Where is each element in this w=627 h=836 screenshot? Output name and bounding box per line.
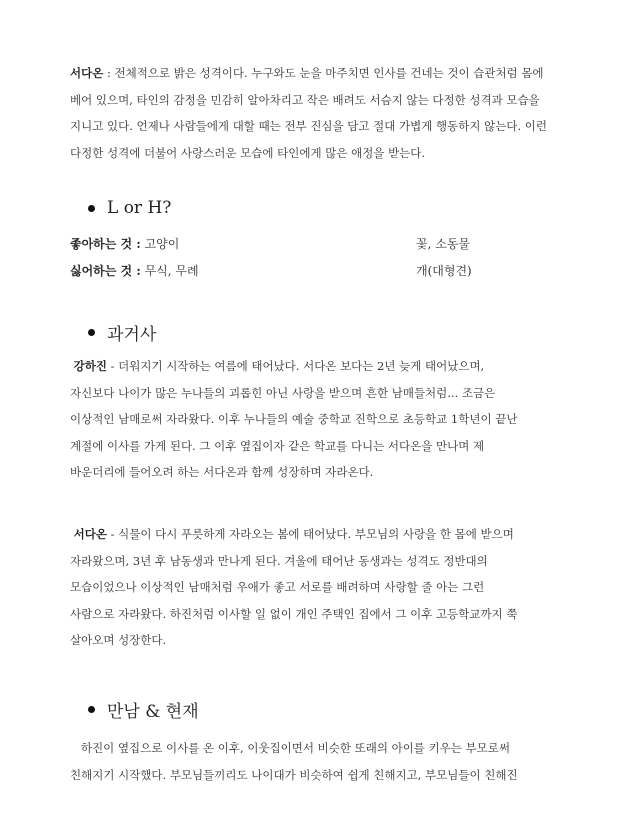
past-line: 모습이었으나 이상적인 남매처럼 우애가 좋고 서로를 배려하며 사랑할 줄 아는 그런 (70, 580, 485, 594)
bullet-icon (88, 706, 95, 713)
dislikes-row (70, 262, 550, 279)
intro-text: 전체적으로 밝은 성격이다. 누구와도 눈을 마주치면 인사를 건네는 것이 습관처럼 몸에 (114, 66, 544, 80)
likes-value-2: 꽃, 소동물 (416, 237, 470, 251)
past-line: 자라왔으며, 3년 후 남동생과 만나게 된다. 겨울에 태어난 동생과는 성격도 정반대의 (70, 553, 488, 568)
past-line (70, 521, 560, 548)
bullet-icon (88, 205, 95, 212)
meet-line: 친해지기 시작했다. 부모님들끼리도 나이대가 비슷하여 쉽게 친해지고, 부모님들이 친해진 (70, 767, 518, 782)
section-heading-lh (88, 198, 171, 218)
past-paragraph-daon (70, 521, 560, 654)
meet-paragraph (70, 735, 550, 788)
meet-line: 하진이 옆집으로 이사를 온 이후, 이웃집이면서 비슷한 또래의 아이를 키우는 부모로써 (70, 741, 510, 755)
likes-row (70, 235, 550, 252)
bullet-icon (88, 329, 95, 336)
heading-text: L or H? (107, 198, 172, 218)
past-text: - 식물이 다시 푸릇하게 자라오는 봄에 태어났다. 부모님의 사랑을 한 몸에 받으며 (106, 527, 514, 541)
name-separator: : (103, 66, 115, 80)
intro-line: 지니고 있다. 언제나 사람들에게 대할 때는 전부 진심을 담고 절대 가볍게 행동하지 않는다. 이런 (70, 119, 547, 133)
past-line: 자신보다 나이가 많은 누나들의 괴롭힌 아닌 사랑을 받으며 흔한 남매들처럼... 조금은 (70, 385, 496, 400)
past-line: 사람으로 자라왔다. 하진처럼 이사할 일 없이 개인 주택인 집에서 그 이후 고등학교까지 쭉 (70, 606, 518, 621)
character-name: 서다온 (70, 66, 104, 80)
section-heading-meet (88, 697, 199, 722)
likes-label: 좋아하는 것 : (70, 237, 141, 251)
character-name: 서다온 (73, 527, 107, 541)
intro-line: 베어 있으며, 타인의 감정을 민감히 알아차리고 작은 배려도 서슴지 않는 다정한 성격과 모습을 (70, 92, 540, 107)
intro-line (70, 60, 550, 87)
past-line: 이상적인 남매로써 자라왔다. 이후 누나들의 예술 중학교 진학으로 초등학교 1학년이 끝난 (70, 412, 518, 426)
past-line: 살아오며 성장한다. (70, 633, 167, 647)
heading-text: 만남 & 현재 (107, 702, 199, 722)
section-heading-past (88, 320, 156, 345)
character-name: 강하진 (73, 359, 107, 373)
likes-value: 고양이 (140, 237, 180, 251)
past-line: 바운더리에 들어오려 하는 서다온과 함께 성장하며 자라온다. (70, 465, 374, 479)
dislikes-value: 무식, 무례 (140, 264, 199, 278)
heading-text: 과거사 (107, 325, 157, 345)
past-line: 계절에 이사를 가게 된다. 그 이후 옆집이자 같은 학교를 다니는 서다온을 만나며 제 (70, 438, 485, 453)
dislikes-value-2: 개(대형견) (416, 264, 472, 278)
past-text: - 더워지기 시작하는 여름에 태어났다. 서다온 보다는 2년 늦게 태어났으며, (106, 359, 485, 373)
past-line (70, 353, 560, 380)
dislikes-label: 싫어하는 것 : (70, 264, 141, 278)
past-paragraph-hajin (70, 353, 560, 486)
intro-line: 다정한 성격에 더불어 사랑스러운 모습에 타인에게 많은 애정을 받는다. (70, 145, 426, 160)
intro-paragraph (70, 60, 550, 166)
